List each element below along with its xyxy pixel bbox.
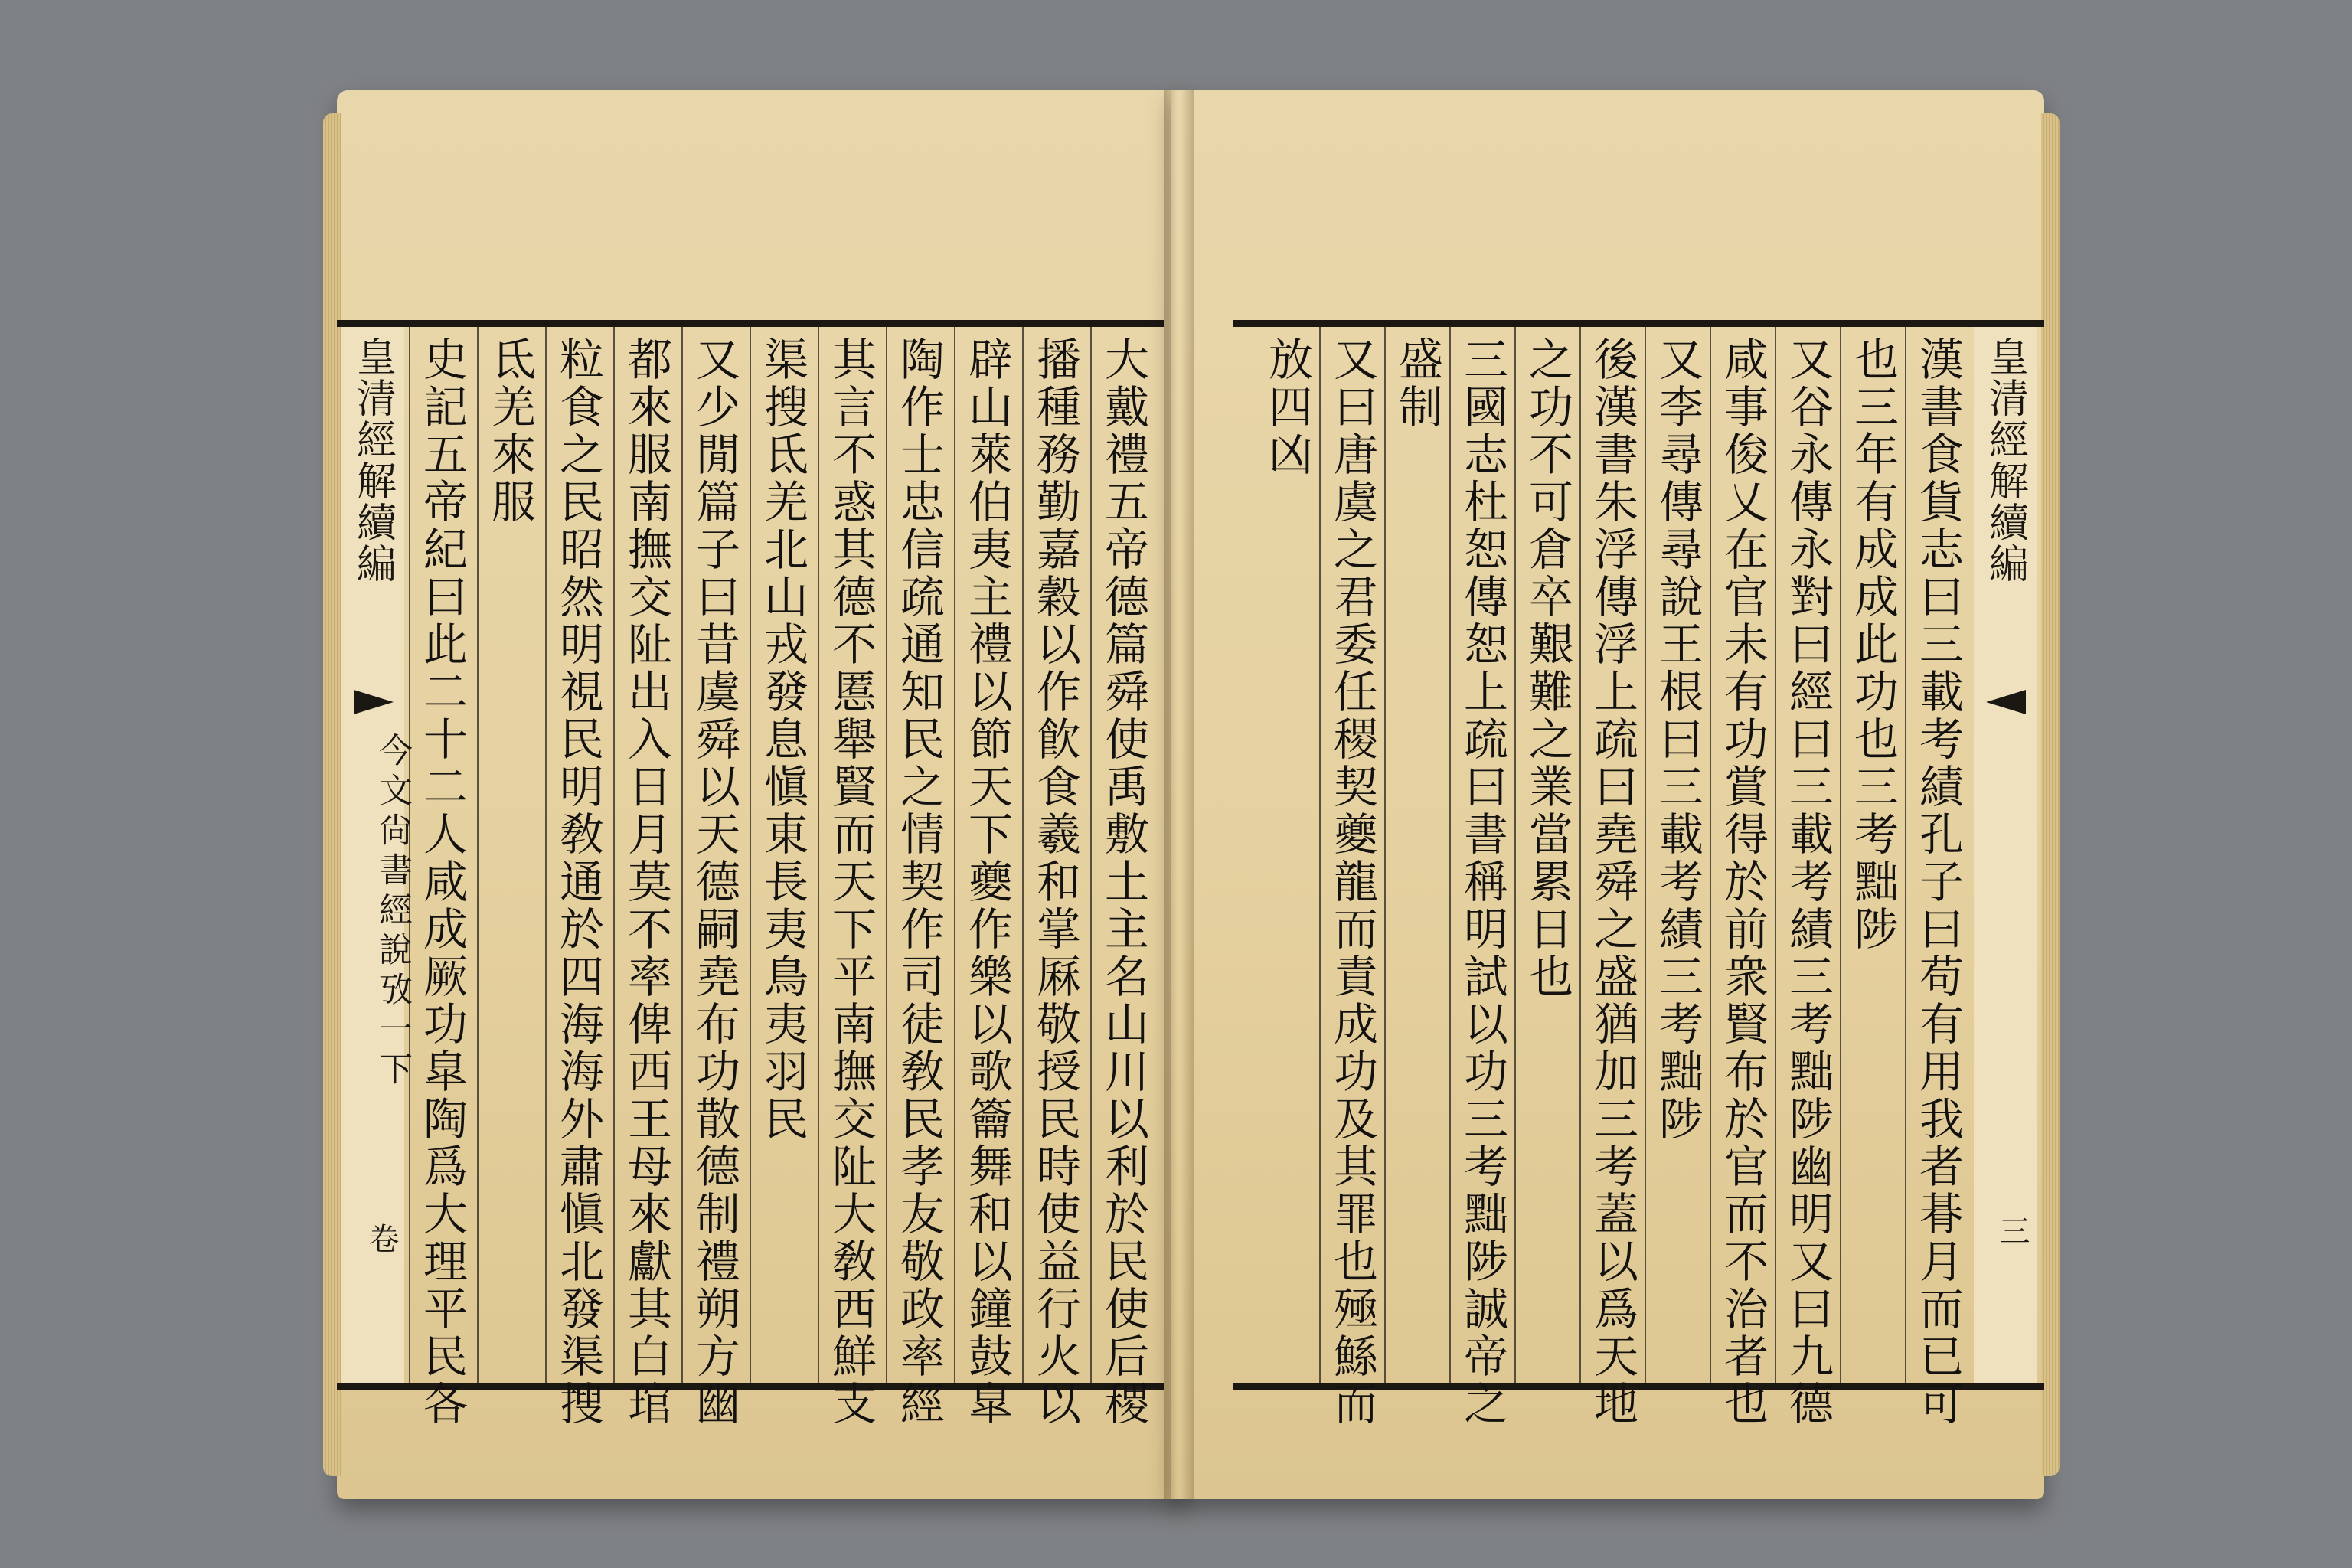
- column-text: 又李尋傳尋說王根曰三載考績三考黜陟: [1651, 336, 1704, 1143]
- text-column: [1321, 327, 1383, 1428]
- column-rule: [1022, 327, 1024, 1383]
- column-text: 後漢書朱浮傳浮上疏曰堯舜之盛猶加三考蓋以爲天地: [1586, 336, 1638, 1428]
- column-text: 播種務勤嘉穀以作飮食羲和掌厤敬授民時使益行火以: [1029, 336, 1081, 1428]
- column-text: 又谷永傳永對曰經曰三載考績三考黜陟幽明又曰九德: [1782, 336, 1834, 1428]
- text-column: [887, 327, 950, 1428]
- column-rule: [886, 327, 887, 1383]
- text-column: [683, 327, 746, 1428]
- column-text: 大戴禮五帝德篇舜使禹敷土主名山川以利於民使后稷: [1097, 336, 1149, 1428]
- text-column: [751, 327, 814, 1383]
- column-text: 三國志杜恕傳恕上疏曰書稱明試以功三考黜陟誠帝之: [1456, 336, 1508, 1428]
- column-rule: [818, 327, 819, 1383]
- column-rule: [1579, 327, 1581, 1383]
- text-column: [1711, 327, 1774, 1428]
- column-text: 粒食之民昭然明視民明敎通於四海海外肅愼北發渠搜: [552, 336, 604, 1428]
- column-text: 其言不惑其德不慝舉賢而天下平南撫交阯大敎西鮮支: [825, 336, 877, 1428]
- book-gutter: [1164, 90, 1194, 1499]
- text-column: [1841, 327, 1904, 1383]
- column-text: 又少閒篇子曰昔虞舜以天德嗣堯布功散德制禮朔方幽: [688, 336, 740, 1428]
- column-text: 盛制: [1391, 336, 1443, 431]
- margin-title: 皇清經解續編: [349, 336, 396, 584]
- text-column: [615, 327, 678, 1428]
- column-text: 陶作士忠信疏通知民之情契作司徒敎民孝友敬政率經: [893, 336, 945, 1428]
- text-column: [1092, 327, 1155, 1428]
- column-rule: [1449, 327, 1451, 1383]
- column-text: 漢書食貨志曰三載考績孔子曰苟有用我者朞月而已可: [1912, 336, 1964, 1428]
- column-text: 放四凶: [1261, 336, 1313, 479]
- column-rule: [1710, 327, 1711, 1383]
- column-text: 也三年有成成此功也三考黜陟: [1847, 336, 1899, 953]
- column-rule: [1775, 327, 1776, 1383]
- text-column: [1516, 327, 1579, 1383]
- text-column: [479, 327, 541, 1383]
- column-text: 之功不可倉卒艱難之業當累日也: [1521, 336, 1573, 1001]
- left-page: [337, 90, 1185, 1499]
- column-rule: [1319, 327, 1321, 1383]
- fish-tail-mark-icon: [351, 687, 397, 717]
- column-text: 都來服南撫交阯出入日月莫不率俾西王母來獻其白琯: [620, 336, 672, 1428]
- column-rule: [545, 327, 547, 1383]
- text-column: [1646, 327, 1709, 1383]
- column-text: 辟山萊伯夷主禮以節天下夔作樂以歌籥舞和以鐘鼓皐: [961, 336, 1013, 1428]
- open-book: [337, 90, 2044, 1499]
- left-text-frame: [337, 320, 1164, 1428]
- page-number: 卷: [364, 1223, 399, 1253]
- margin-subtitle: 今文尙書經說攷一下: [373, 733, 412, 1091]
- column-rule: [1840, 327, 1841, 1383]
- text-column: [1386, 327, 1449, 1383]
- page-number: 三: [1994, 1215, 2030, 1246]
- text-column: [1024, 327, 1086, 1428]
- column-rule: [613, 327, 615, 1383]
- column-rule: [681, 327, 683, 1383]
- text-column: [1906, 327, 1969, 1428]
- text-column: [1776, 327, 1839, 1428]
- right-page: [1171, 90, 2044, 1499]
- column-rule: [477, 327, 479, 1383]
- text-column: [547, 327, 609, 1428]
- fish-tail-mark-icon: [1983, 687, 2029, 717]
- text-column: [956, 327, 1018, 1428]
- column-rule: [1090, 327, 1092, 1383]
- column-rule: [750, 327, 751, 1383]
- column-rule: [954, 327, 956, 1383]
- text-column: [1256, 327, 1318, 1383]
- right-text-frame: [1233, 320, 2044, 1428]
- column-rule: [1645, 327, 1646, 1383]
- column-text: 咸事俊乂在官未有功賞得於前衆賢布於官而不治者也: [1717, 336, 1769, 1428]
- column-rule: [1905, 327, 1906, 1383]
- margin-title: 皇清經解續編: [1981, 336, 2028, 584]
- column-text: 史記五帝紀曰此二十二人咸成厥功皐陶爲大理平民各: [416, 336, 468, 1428]
- column-text: 渠搜氐羌北山戎發息愼東長夷鳥夷羽民: [756, 336, 808, 1143]
- column-rule: [1514, 327, 1516, 1383]
- text-column: [819, 327, 882, 1428]
- text-column: [1581, 327, 1644, 1428]
- column-text: 又曰唐虞之君委任稷契夔龍而責成功及其罪也殛鯀而: [1326, 336, 1378, 1428]
- column-rule: [1384, 327, 1386, 1383]
- column-text: 氐羌來服: [484, 336, 536, 526]
- text-column: [410, 327, 473, 1428]
- text-column: [1451, 327, 1514, 1428]
